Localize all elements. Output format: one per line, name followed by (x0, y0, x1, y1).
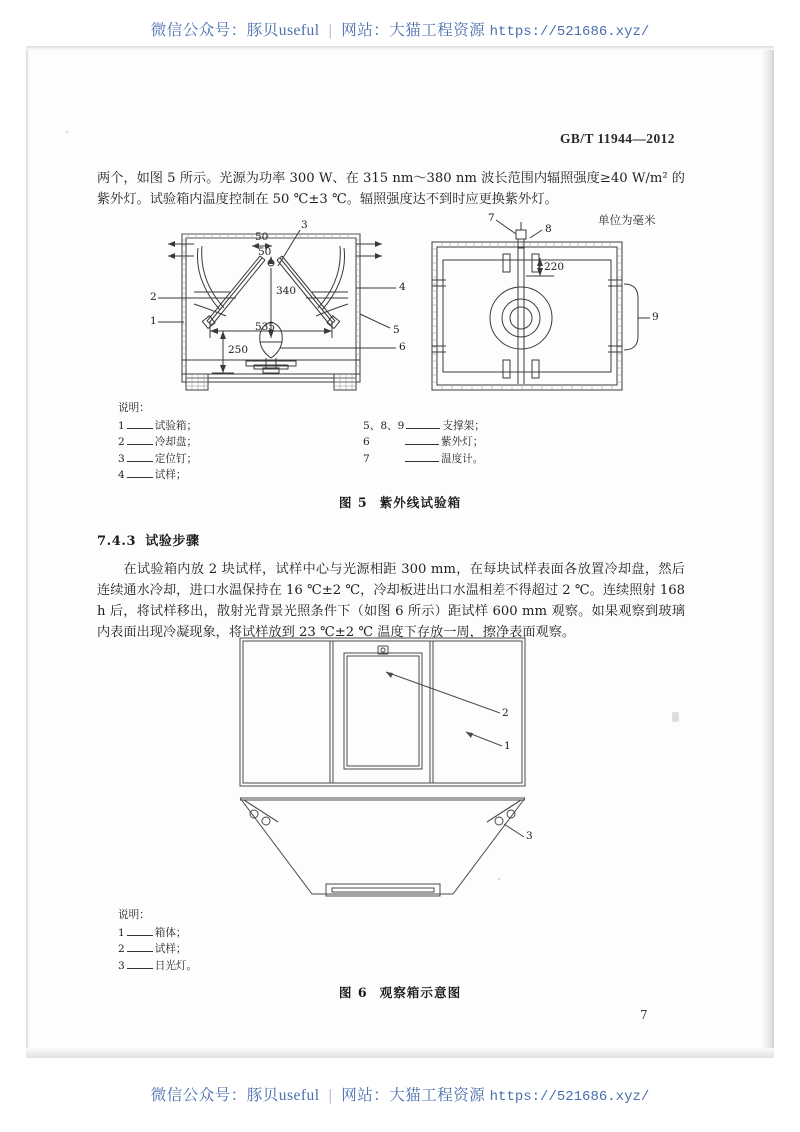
legend-value: 试验箱； (154, 419, 198, 432)
legend-key: 6 (363, 436, 370, 449)
legend-dash-icon (127, 945, 153, 953)
callout-3: 3 (301, 219, 308, 231)
watermark-url: https://521686.xyz/ (489, 24, 650, 40)
units-note: 单位为毫米 (598, 213, 656, 227)
legend-key: 3 (118, 959, 125, 972)
legend-item (118, 418, 363, 435)
callout-7: 7 (488, 212, 495, 224)
watermark-wechat-label: 微信公众号： (150, 1087, 247, 1104)
callout-9: 9 (652, 311, 659, 323)
watermark-separator: | (328, 1087, 333, 1104)
legend-value: 试样； (154, 943, 187, 956)
dimension-50-second: 50 (258, 246, 272, 258)
legend-dash-icon (127, 454, 153, 462)
callout-8: 8 (545, 223, 552, 235)
legend-value: 温度计。 (441, 452, 484, 465)
legend-dash-icon (127, 421, 153, 429)
legend-item (118, 925, 197, 942)
callout-2: 2 (150, 291, 157, 303)
figure-6-caption-title: 观察箱示意图 (379, 985, 462, 1000)
legend-value: 紫外灯； (441, 436, 484, 449)
legend-dash-icon (405, 438, 439, 446)
legend-key: 5、8、9 (363, 419, 405, 432)
callout-6: 6 (399, 341, 406, 353)
legend-value: 冷却盘； (154, 436, 198, 449)
figure-5-drawing (150, 212, 670, 396)
figure-6-caption (0, 982, 800, 1001)
callout-1: 1 (150, 315, 157, 327)
figure-6-drawing (228, 632, 548, 904)
legend-item (118, 958, 197, 975)
legend-key: 7 (363, 452, 370, 465)
paragraph-uv-lamp: 两个，如图 5 所示。光源为功率 300 W、在 315 nm～380 nm 波长范围内辐照强度≥40 W/m² 的紫外灯。试验箱内温度控制在 50 ℃±3 ℃。辐照强度达不到时应更换紫外灯。 (97, 171, 685, 207)
legend-key: 4 (118, 469, 125, 482)
legend-column (118, 925, 197, 975)
callout-1: 1 (504, 740, 511, 752)
legend-key: 1 (118, 926, 125, 939)
legend-title: 说明： (118, 402, 150, 414)
legend-item (118, 467, 363, 484)
legend-dash-icon (127, 928, 153, 936)
legend-column-left (118, 418, 363, 484)
legend-dash-icon (127, 471, 153, 479)
legend-value: 日光灯。 (154, 959, 198, 972)
legend-dash-icon (405, 454, 439, 462)
dimension-535: 535 (255, 321, 276, 333)
watermark-separator: | (328, 22, 333, 39)
legend-dash-icon (406, 421, 440, 429)
legend-key: 1 (118, 419, 125, 432)
legend-column-right (363, 418, 485, 484)
figure-6-svg (228, 632, 548, 904)
dimension-250: 250 (228, 344, 249, 356)
watermark-site-label: 网站： (341, 22, 390, 39)
section-heading-743 (97, 530, 200, 549)
paragraph-test-procedure: 在试验箱内放 2 块试样，试样中心与光源相距 300 mm，在每块试样表面各放置冷却盘，然后连续通水冷却，进口水温保持在 16 ℃±2 ℃，冷却板进出口水温相差不得超过 2 ℃。连续照射 168 h 后，将试样移出，散射光背景光照条件下（如图 6 所示）距试样 600 mm 观察。如果观察到玻璃内表面出现冷凝现象，将试样放到 23 ℃±2 ℃ 温度下存放一周，擦净表面观察。 (97, 562, 685, 640)
section-title: 试验步骤 (145, 534, 200, 549)
legend-item (363, 434, 485, 451)
legend-key: 2 (118, 436, 125, 449)
dimension-220: 220 (544, 261, 565, 273)
legend-value: 支撑架； (442, 419, 485, 432)
watermark-url: https://521686.xyz/ (489, 1089, 650, 1105)
legend-key: 3 (118, 452, 125, 465)
figure-6-legend (118, 907, 197, 974)
legend-value: 定位钉； (154, 452, 198, 465)
legend-dash-icon (127, 438, 153, 446)
figure-5-caption-title: 紫外线试验箱 (379, 495, 462, 510)
section-number: 7.4.3 (97, 534, 137, 549)
watermark-wechat-name: 豚贝useful (246, 22, 320, 39)
callout-5: 5 (393, 324, 400, 336)
watermark-site-label: 网站： (341, 1087, 390, 1104)
watermark-top (0, 18, 800, 40)
standard-number-header: GB/T 11944—2012 (560, 131, 675, 146)
watermark-bottom (0, 1083, 800, 1105)
legend-item (118, 451, 363, 468)
legend-value: 试样； (154, 469, 187, 482)
figure-5-caption-label: 图 5 (338, 495, 368, 510)
watermark-wechat-name: 豚贝useful (246, 1087, 320, 1104)
figure-5-legend (118, 400, 485, 484)
dimension-340: 340 (276, 285, 297, 297)
legend-key: 2 (118, 943, 125, 956)
callout-2: 2 (502, 707, 509, 719)
figure-5-caption (0, 492, 800, 511)
watermark-wechat-label: 微信公众号： (150, 22, 247, 39)
figure-6-caption-label: 图 6 (338, 985, 368, 1000)
legend-value: 箱体； (154, 926, 187, 939)
watermark-site-name: 大猫工程资源 (389, 22, 486, 39)
figure-5-svg (150, 218, 670, 396)
watermark-site-name: 大猫工程资源 (389, 1087, 486, 1104)
legend-dash-icon (127, 961, 153, 969)
legend-item (363, 451, 485, 468)
legend-item (118, 941, 197, 958)
callout-3: 3 (526, 830, 533, 842)
page-number: 7 (640, 1008, 648, 1022)
callout-4: 4 (399, 281, 406, 293)
legend-title: 说明： (118, 909, 150, 921)
legend-item (363, 418, 485, 435)
legend-item (118, 434, 363, 451)
dimension-50-top: 50 (255, 231, 269, 243)
